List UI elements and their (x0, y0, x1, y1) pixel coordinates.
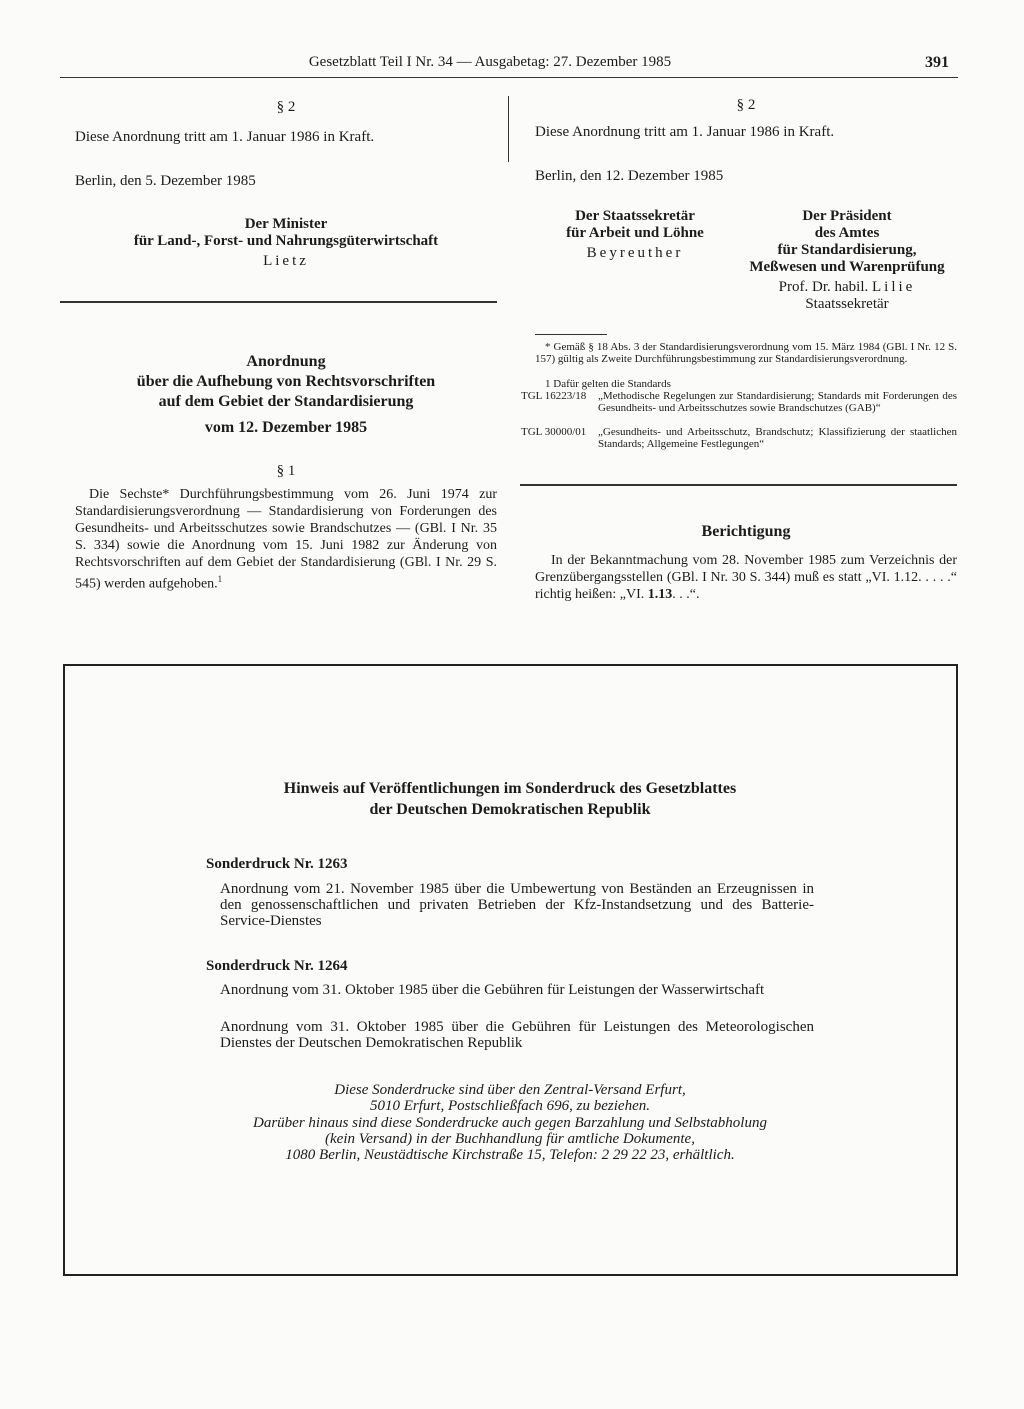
sig2-title-1: Der Präsident (802, 208, 892, 224)
left-signatory-title-2: für Land-, Forst- und Nahrungsgüterwirtschaft (133, 233, 439, 249)
right-section-rule (520, 484, 957, 486)
tgl-2-text: „Gesundheits- und Arbeitsschutz, Brandschutz; Klassifizierung der staatlichen Standards; Allgemeine Festlegungen“ (598, 426, 957, 450)
footnote-1: 1 Dafür gelten die Standards (545, 378, 671, 390)
sonderdruck-1264-label: Sonderdruck Nr. 1264 (206, 958, 348, 974)
sig2-name: Lilie (872, 279, 916, 295)
sig1-title-2: für Arbeit und Löhne (566, 225, 704, 241)
left-place-date: Berlin, den 5. Dezember 1985 (75, 173, 256, 189)
sonderdruck-1264-item-1: Anordnung vom 31. Oktober 1985 über die Gebühren für Leistungen der Wasserwirtschaft (220, 982, 765, 998)
ordinance-title-1: Anordnung (246, 353, 326, 370)
footnote-mark: 1 (217, 574, 223, 584)
sig2-title-3: für Standardisierung, (777, 242, 917, 258)
ordinance-date: vom 12. Dezember 1985 (204, 419, 368, 436)
right-section-2-text: Diese Anordnung tritt am 1. Januar 1986 in Kraft. (535, 124, 835, 140)
tgl-1-text: „Methodische Regelungen zur Standardisierung; Standards mit Forderungen des Gesundheits- und Arbeitsschutzes sowie Brandschutzes (GAB)“ (598, 390, 957, 414)
sig2-name-line (737, 278, 957, 296)
tgl-2-code: TGL 30000/01 (521, 426, 587, 438)
right-place-date: Berlin, den 12. Dezember 1985 (535, 168, 724, 184)
ordinance-title-2: über die Aufhebung von Rechtsvorschriften (136, 373, 436, 390)
correction-text-c: . . .“. (672, 587, 700, 602)
left-section-rule (60, 301, 497, 303)
correction-text-a: In der Bekanntmachung vom 28. November 1985 zum Verzeichnis der Grenzübergangsstellen (GBl. I Nr. 30 S. 344) muß es statt „VI. 1.12. . . . .“ richtig heißen: „VI. (535, 553, 957, 602)
footnote-rule (535, 334, 607, 335)
notice-title-1: Hinweis auf Veröffentlichungen im Sonderdruck des Gesetzblattes (283, 780, 737, 797)
sig1-title-1: Der Staatssekretär (575, 208, 695, 224)
left-signatory-name: Lietz (263, 253, 309, 269)
left-section-2-heading: § 2 (276, 99, 296, 115)
right-section-2-heading: § 2 (736, 97, 756, 113)
tgl-1-code: TGL 16223/18 (521, 390, 587, 402)
header-rule (60, 77, 958, 78)
correction-text-bold: 1.13 (647, 587, 673, 602)
left-section-2-text: Diese Anordnung tritt am 1. Januar 1986 in Kraft. (75, 129, 375, 145)
correction-heading: Berichtigung (701, 523, 791, 540)
order-line-4: (kein Versand) in der Buchhandlung für amtliche Dokumente, (325, 1131, 695, 1147)
section-1-body: Die Sechste* Durchführungsbestimmung vom 26. Juni 1974 zur Standardisierungsverordnung — Standardisierung von Forderungen des Gesundheits- und Arbeitsschutzes sowie Brandschutzes — (GBl. I Nr. 35 S. 334) sowie die Anordnung vom 15. Juni 1982 zur Änderung von Rechtsvorschriften auf dem Gebiet der Standardisierung (GBl. I Nr. 29 S. 545) werden aufgehoben. (75, 487, 497, 592)
correction-text (535, 552, 957, 603)
running-header: Gesetzblatt Teil I Nr. 34 — Ausgabetag: 27. Dezember 1985 (308, 54, 672, 70)
left-signatory-title-1: Der Minister (244, 216, 328, 232)
sonderdruck-1263-label: Sonderdruck Nr. 1263 (206, 856, 348, 872)
notice-title-2: der Deutschen Demokratischen Republik (369, 801, 651, 818)
sig2-name-prefix: Prof. Dr. habil. (778, 279, 869, 295)
sig2-role: Staatssekretär (805, 296, 889, 312)
sig2-title-4: Meßwesen und Warenprüfung (749, 259, 945, 275)
left-section-1-text (75, 486, 497, 593)
page-number: 391 (925, 54, 949, 71)
order-line-5: 1080 Berlin, Neustädtische Kirchstraße 15, Telefon: 2 29 22 23, erhältlich. (285, 1147, 735, 1163)
sonderdruck-1264-item-2: Anordnung vom 31. Oktober 1985 über die Gebühren für Leistungen des Meteorologischen Dienstes der Deutschen Demokratischen Republik (220, 1019, 814, 1051)
order-line-3: Darüber hinaus sind diese Sonderdrucke auch gegen Barzahlung und Selbstabholung (253, 1115, 767, 1131)
order-line-2: 5010 Erfurt, Postschließfach 696, zu beziehen. (370, 1098, 650, 1114)
ordinance-title-3: auf dem Gebiet der Standardisierung (158, 393, 414, 410)
notice-box (63, 664, 958, 1276)
sig1-name: Beyreuther (586, 245, 684, 261)
footnote-star: * Gemäß § 18 Abs. 3 der Standardisierungsverordnung vom 15. März 1984 (GBl. I Nr. 12 S. 157) gültig als Zweite Durchführungsbestimmung zur Standardisierungsverordnung. (535, 341, 957, 365)
order-line-1: Diese Sonderdrucke sind über den Zentral-Versand Erfurt, (334, 1082, 686, 1098)
sig2-title-2: des Amtes (814, 225, 880, 241)
left-section-1-heading: § 1 (276, 463, 296, 479)
sonderdruck-1263-item: Anordnung vom 21. November 1985 über die Umbewertung von Beständen an Erzeugnissen in den genossenschaftlichen und privaten Betrieben der Kfz-Instandsetzung und des Batterie-Service-Dienstes (220, 881, 814, 929)
column-divider (508, 96, 509, 162)
